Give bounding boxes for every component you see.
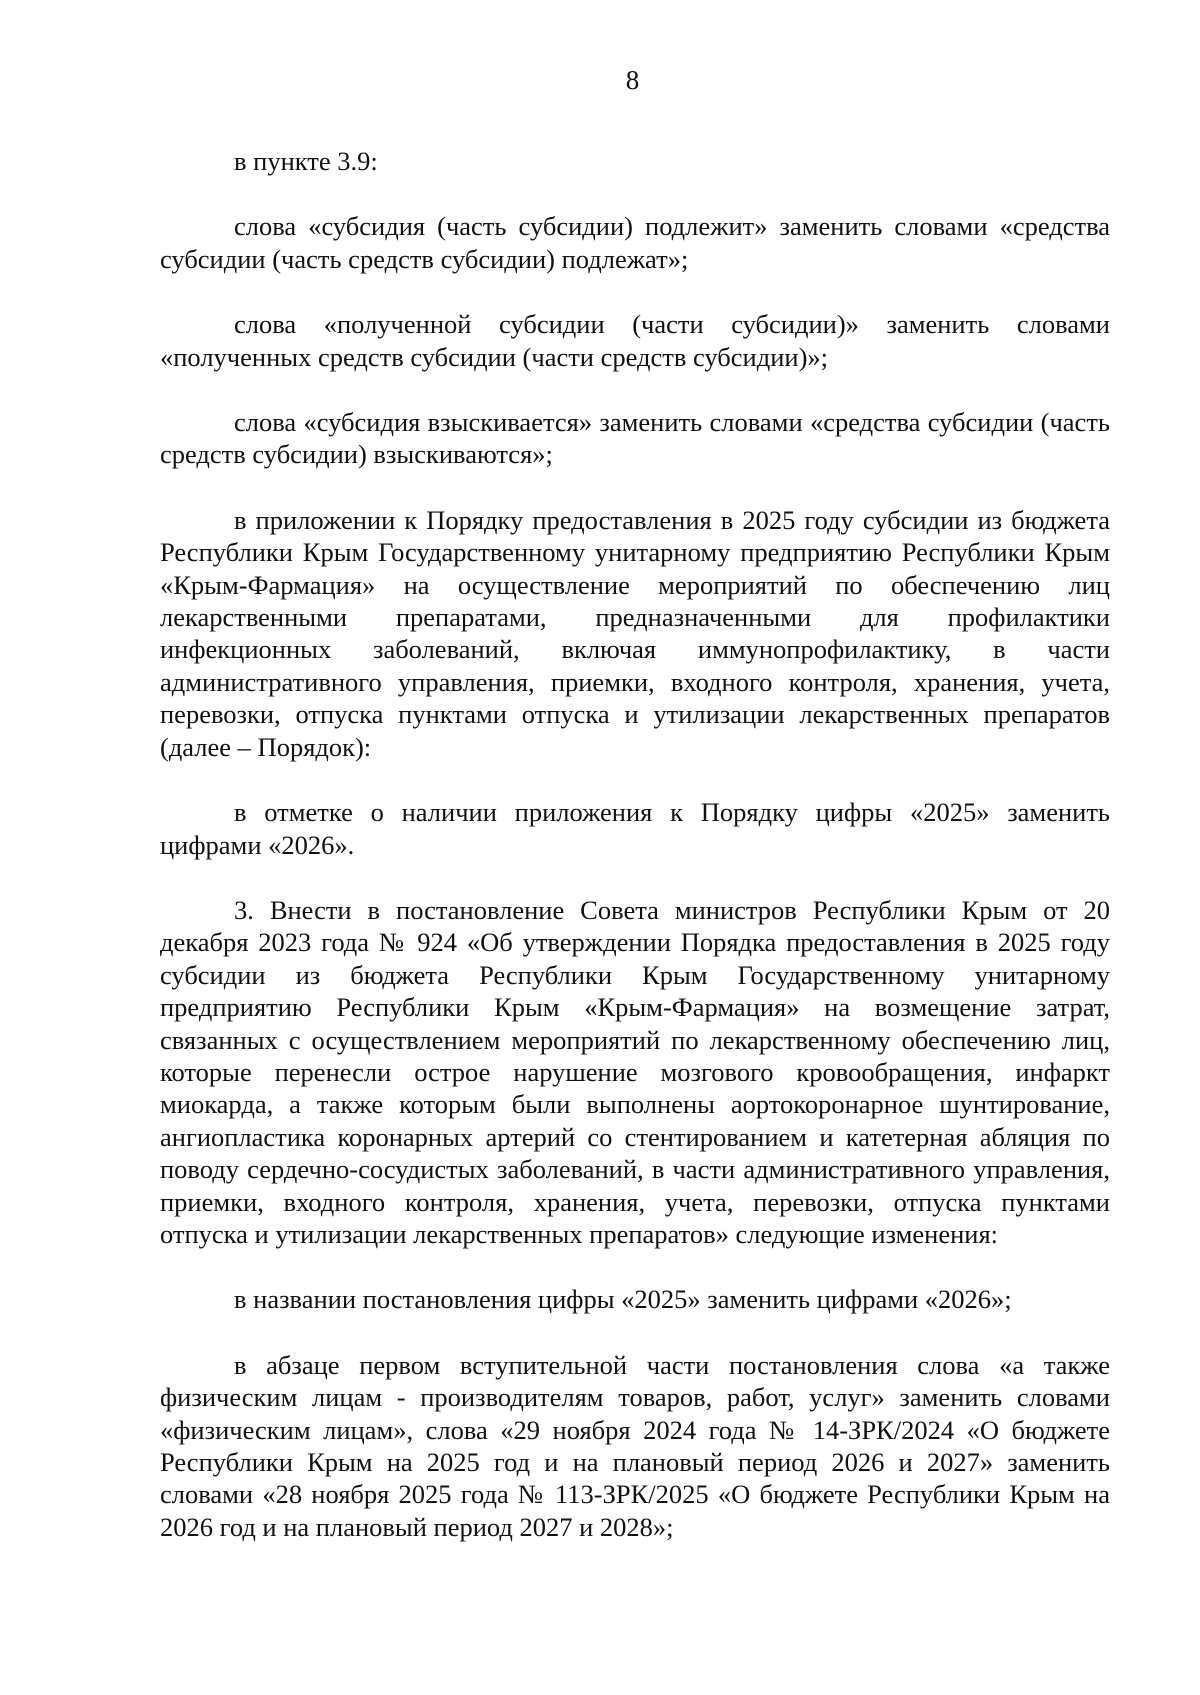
paragraph: слова «субсидия (часть субсидии) подлежит» заменить словами «средства субсидии (часть средств субсидии) подлежат»; [160,211,1110,274]
paragraph: в названии постановления цифры «2025» заменить цифрами «2026»; [234,1284,1012,1315]
page-number: 8 [625,65,640,95]
document-body [160,145,1110,1576]
paragraph: слова «субсидия взыскивается» заменить словами «средства субсидии (часть средств субсидии) взыскиваются»; [160,407,1110,470]
paragraph: слова «полученной субсидии (части субсидии)» заменить словами «полученных средств субсидии (части средств субсидии)»; [160,309,1110,372]
paragraph: в пункте 3.9: [234,146,378,176]
paragraph: в абзаце первом вступительной части постановления слова «а также физическим лицам - производителям товаров, работ, услуг» заменить словами «физическим лицам», слова «29 ноября 2024 года № 14-ЗРК/2024 «О бюджете Республики Крым на 2025 год и на плановый период 2026 и 2027» заменить словами «28 ноября 2025 года № 113-ЗРК/2025 «О бюджете Республики Крым на 2026 год и на плановый период 2027 и 2028»; [160,1349,1110,1542]
paragraph: в отметке о наличии приложения к Порядку цифры «2025» заменить цифрами «2026». [160,797,1110,860]
paragraph: в приложении к Порядку предоставления в 2025 году субсидии из бюджета Республики Крым Государственному унитарному предприятию Республики Крым «Крым-Фармация» на осуществление мероприятий по обеспечению лиц лекарственными препаратами, предназначенными для профилактики инфекционных заболеваний, включая иммунопрофилактику, в части административного управления, приемки, входного контроля, хранения, учета, перевозки, отпуска пунктами отпуска и утилизации лекарственных препаратов (далее – Порядок): [160,504,1110,762]
paragraph: 3. Внести в постановление Совета министров Республики Крым от 20 декабря 2023 года № 924 «Об утверждении Порядка предоставления в 2025 году субсидии из бюджета Республики Крым Государственному унитарному предприятию Республики Крым «Крым-Фармация» на возмещение затрат, связанных с осуществлением мероприятий по лекарственному обеспечению лиц, которые перенесли острое нарушение мозгового кровообращения, инфаркт миокарда, а также которым были выполнены аортокоронарное шунтирование, ангиопластика коронарных артерий со стентированием и катетерная абляция по поводу сердечно-сосудистых заболеваний, в части административного управления, приемки, входного контроля, хранения, учета, перевозки, отпуска пунктами отпуска и утилизации лекарственных препаратов» следующие изменения: [160,894,1110,1249]
